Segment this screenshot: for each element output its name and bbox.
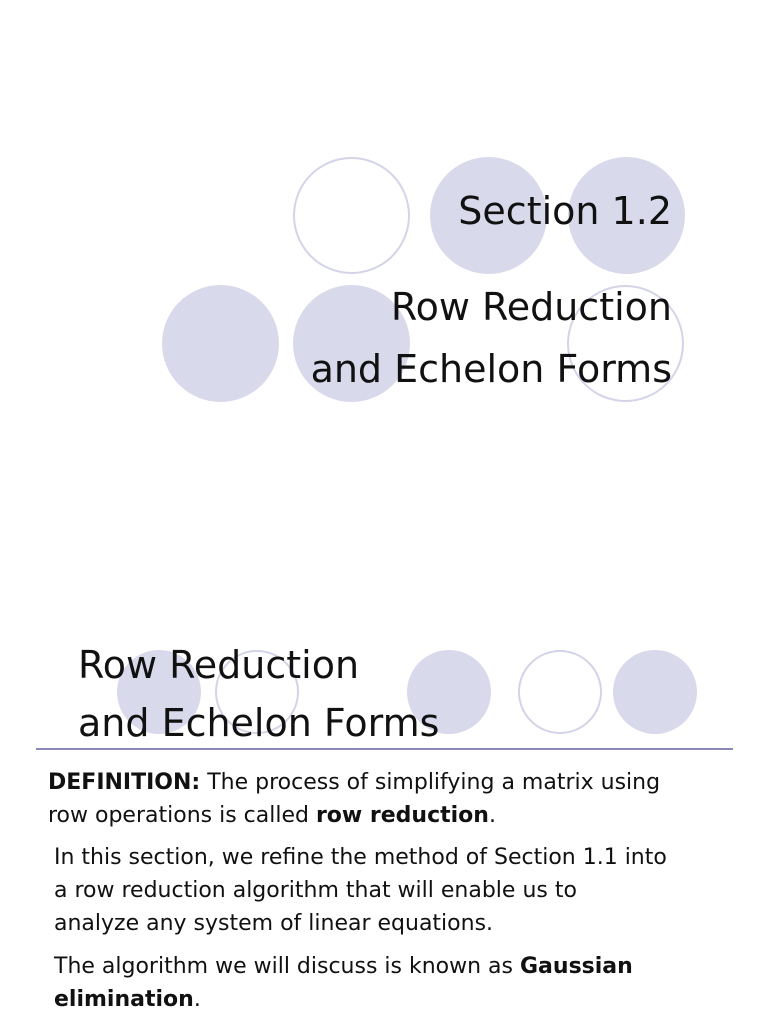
definition-line-1 [48,766,660,799]
definition-label: DEFINITION: [48,770,201,795]
algorithm-text: The algorithm we will discuss is known as [54,954,520,979]
content-slide [0,512,768,1024]
algorithm-line-2 [54,983,633,1016]
slide-title-line-1: Row Reduction [390,285,672,329]
definition-end: . [488,803,496,828]
title-divider [36,748,733,750]
section-label: Section 1.2 [458,189,672,233]
slide-title-line-1: Row Reduction [78,643,360,687]
intro-paragraph [54,841,667,940]
definition-term: row reduction [315,803,489,828]
decorative-circle-outline [518,650,602,734]
intro-line-2: a row reduction algorithm that will enable us to [54,878,577,903]
slide-title-line-2: and Echelon Forms [310,347,672,391]
algorithm-term-part-1: Gaussian [520,954,633,979]
algorithm-paragraph [54,950,633,1016]
intro-line-1: In this section, we refine the method of Section 1.1 into [54,845,667,870]
definition-paragraph [48,766,660,832]
decorative-circle-filled [162,285,279,402]
algorithm-term-part-2: elimination [54,987,194,1012]
slide-title-line-2: and Echelon Forms [78,701,440,745]
definition-text-cont: row operations is called [48,803,316,828]
algorithm-end: . [193,987,201,1012]
definition-line-2 [48,799,660,832]
decorative-circle-filled [613,650,697,734]
decorative-circle-outline [293,157,410,274]
intro-line-3: analyze any system of linear equations. [54,911,494,936]
definition-text: The process of simplifying a matrix using [200,770,661,795]
algorithm-line-1 [54,950,633,983]
